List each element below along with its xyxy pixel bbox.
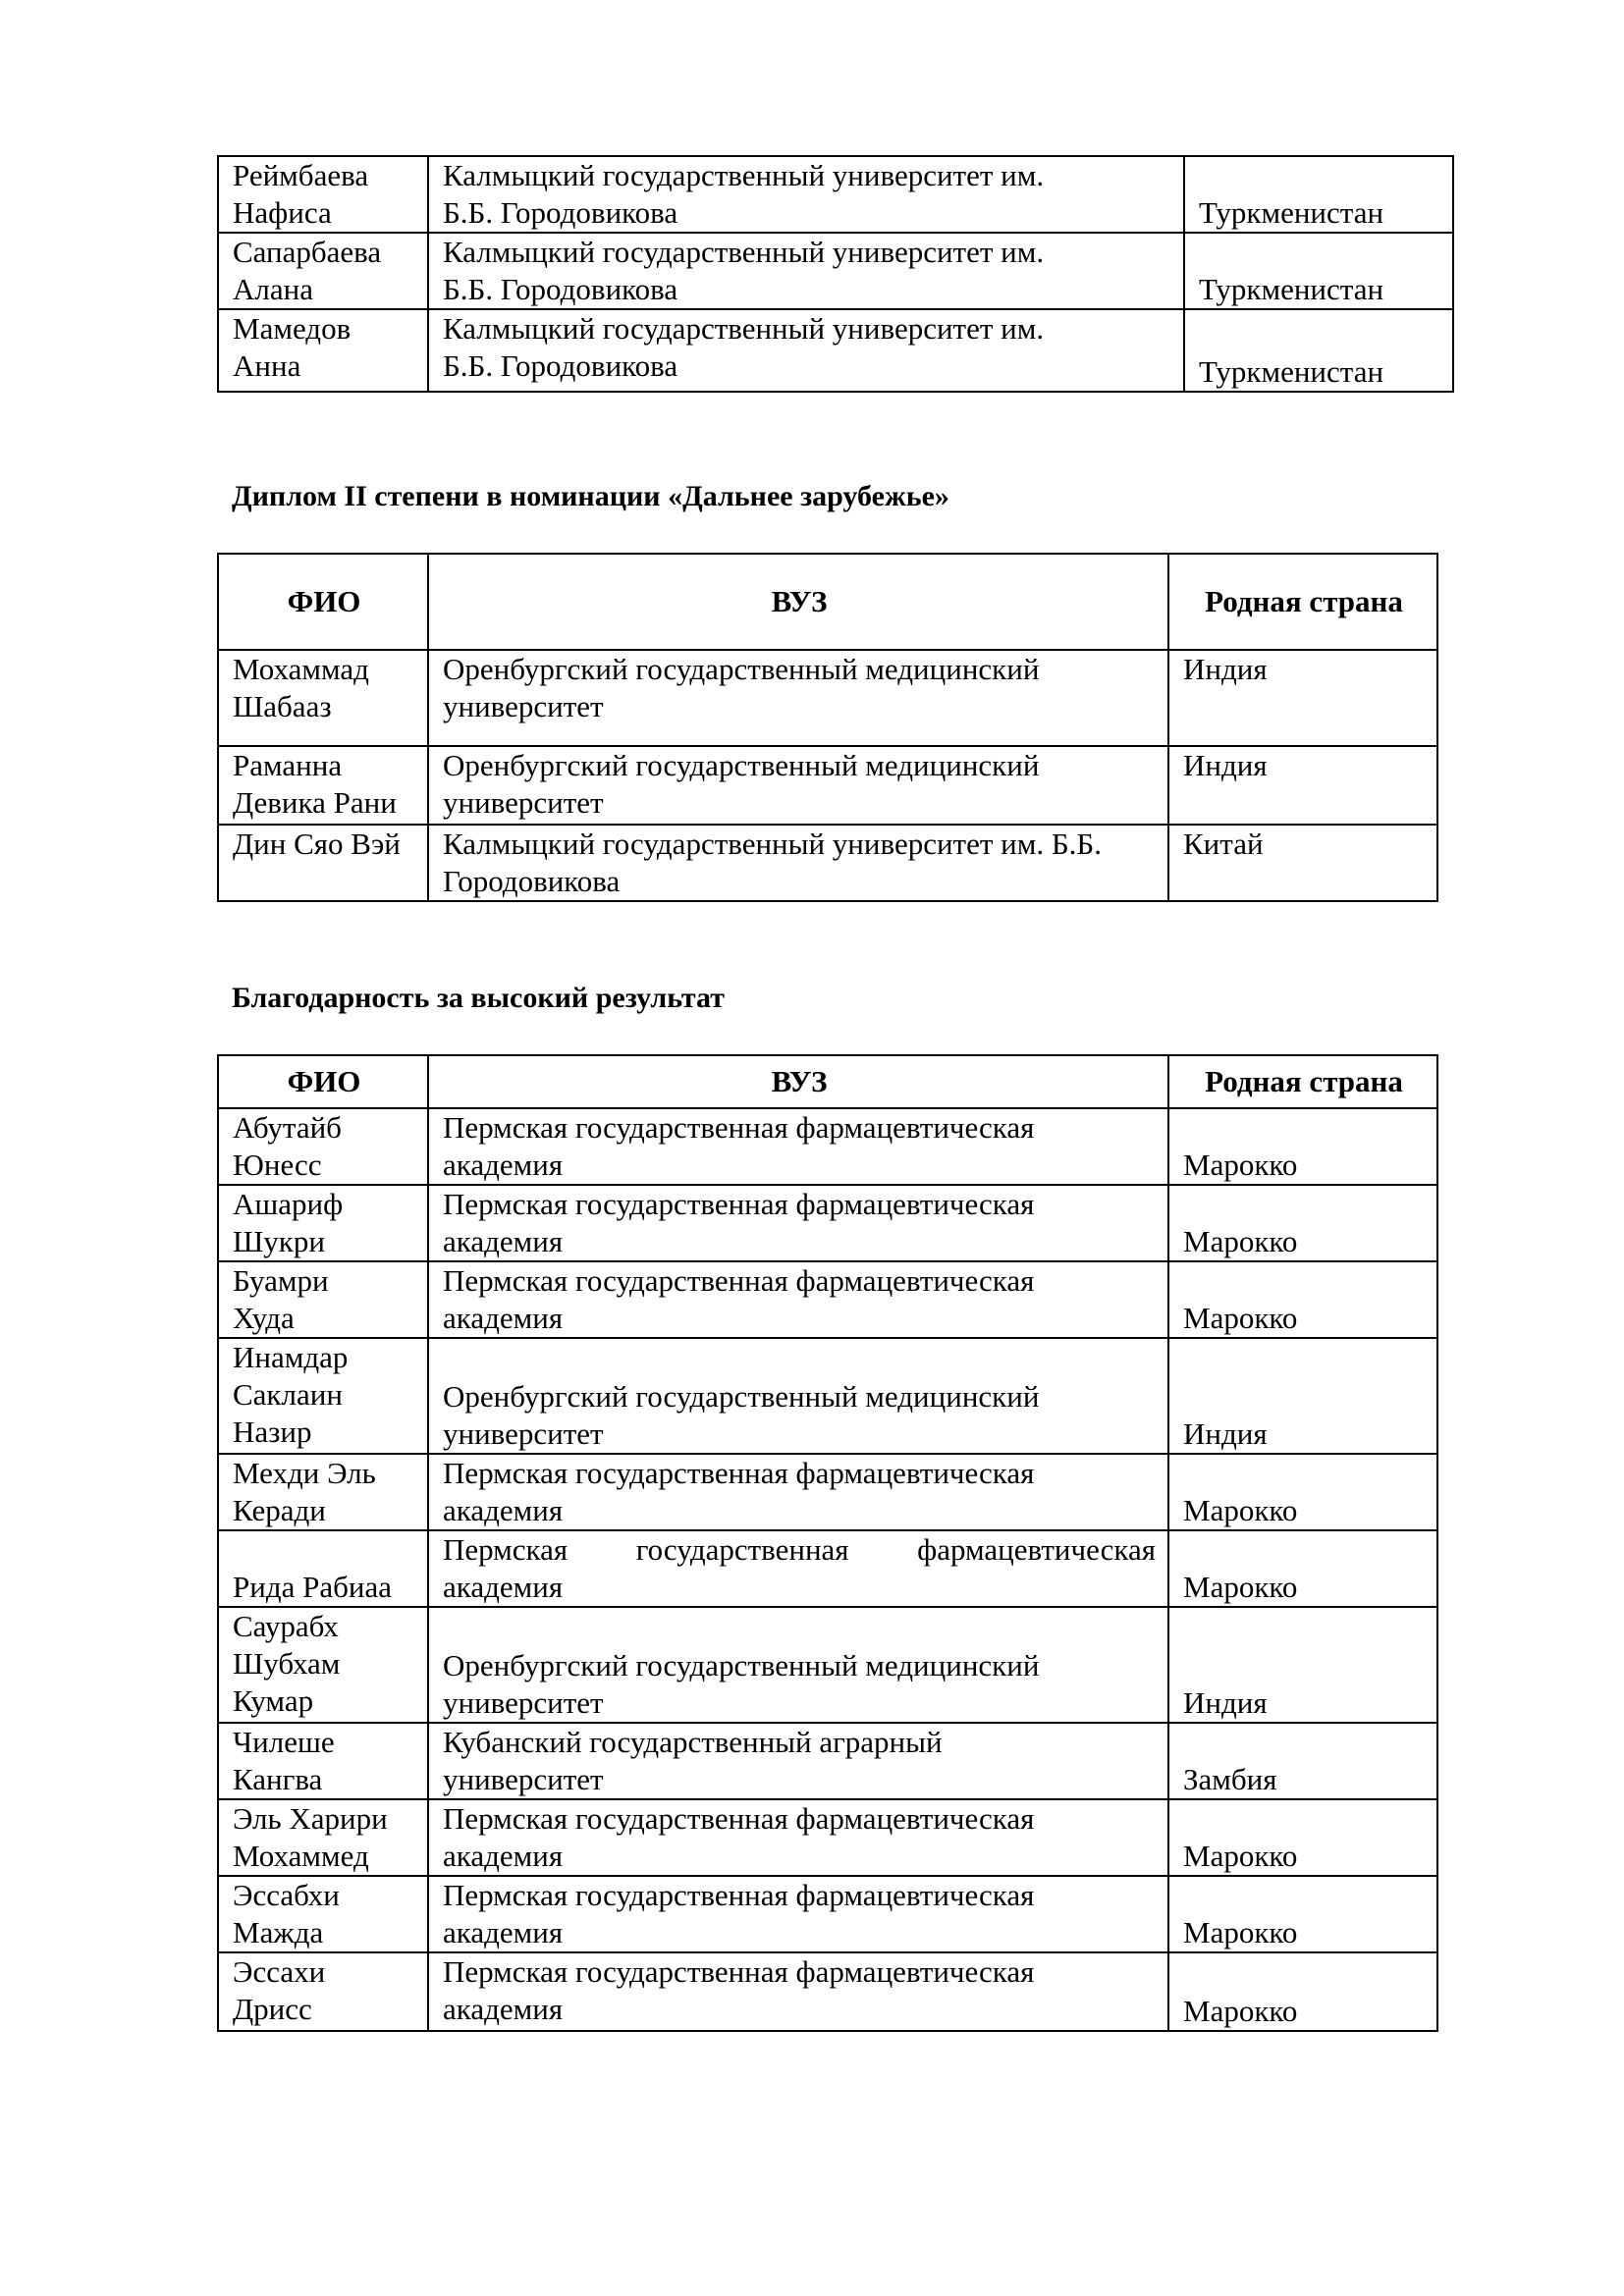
vuz-cell: Пермская государственная фармацевтическая академия [428,1261,1168,1338]
fio-cell: Инамдар Саклаин Назир [218,1338,428,1454]
fio-cell: Дин Сяо Вэй [218,825,428,901]
section2-heading: Диплом II степени в номинации «Дальнее зарубежье» [232,480,949,512]
header-fio: ФИО [218,1055,428,1108]
fio-cell: Чилеше Кангва [218,1723,428,1799]
fio-cell: Сапарбаева Алана [218,233,428,309]
fio-cell: Эссахи Дрисс [218,1952,428,2031]
table-row [218,1723,1437,1799]
country-cell: Туркменистан [1184,233,1453,309]
vuz-cell: Пермская государственная фармацевтическая академия [428,1530,1168,1607]
country-cell: Индия [1168,746,1437,825]
header-fio: ФИО [218,554,428,650]
country-cell: Марокко [1168,1454,1437,1530]
vuz-cell: Пермская государственная фармацевтическая академия [428,1108,1168,1185]
vuz-cell: Пермская государственная фармацевтическая академия [428,1876,1168,1952]
table-row [218,1607,1437,1723]
fio-cell: Реймбаева Нафиса [218,156,428,233]
table-row [218,1530,1437,1607]
table-diploma-2 [217,553,1438,902]
table-header-row [218,1055,1437,1108]
country-cell: Марокко [1168,1185,1437,1261]
vuz-cell: Пермская государственная фармацевтическая академия [428,1185,1168,1261]
country-cell: Туркменистан [1184,156,1453,233]
vuz-cell: Калмыцкий государственный университет им. Б.Б. Городовикова [428,309,1184,392]
country-cell: Китай [1168,825,1437,901]
header-country: Родная страна [1168,554,1437,650]
table-row [218,1876,1437,1952]
country-cell: Марокко [1168,1952,1437,2031]
header-country: Родная страна [1168,1055,1437,1108]
table-row [218,746,1437,825]
table-gratitude [217,1054,1438,2032]
table-row [218,1108,1437,1185]
vuz-cell: Оренбургский государственный медицинский университет [428,1338,1168,1454]
country-cell: Индия [1168,1338,1437,1454]
vuz-cell: Кубанский государственный аграрный университет [428,1723,1168,1799]
vuz-cell: Оренбургский государственный медицинский университет [428,650,1168,746]
fio-cell: Эль Харири Мохаммед [218,1799,428,1876]
country-cell: Туркменистан [1184,309,1453,392]
table-row [218,1261,1437,1338]
country-cell: Индия [1168,650,1437,746]
vuz-cell: Пермская государственная фармацевтическая академия [428,1454,1168,1530]
table-row [218,825,1437,901]
table-header-row [218,554,1437,650]
vuz-cell: Калмыцкий государственный университет им. Б.Б. Городовикова [428,233,1184,309]
country-cell: Марокко [1168,1530,1437,1607]
header-vuz: ВУЗ [428,1055,1168,1108]
table-row [218,1338,1437,1454]
country-cell: Замбия [1168,1723,1437,1799]
table-continuation [217,155,1454,393]
vuz-cell: Оренбургский государственный медицинский университет [428,1607,1168,1723]
fio-cell: Ашариф Шукри [218,1185,428,1261]
vuz-cell: Пермская государственная фармацевтическая академия [428,1952,1168,2031]
fio-cell: Буамри Худа [218,1261,428,1338]
fio-cell: Раманна Девика Рани [218,746,428,825]
fio-cell: Мохаммад Шабааз [218,650,428,746]
vuz-cell: Оренбургский государственный медицинский университет [428,746,1168,825]
table-row [218,233,1453,309]
country-cell: Индия [1168,1607,1437,1723]
fio-cell: Саурабх Шубхам Кумар [218,1607,428,1723]
fio-cell: Мехди Эль Керади [218,1454,428,1530]
section3-heading: Благодарность за высокий результат [232,982,725,1014]
vuz-cell: Пермская государственная фармацевтическая академия [428,1799,1168,1876]
fio-cell: Мамедов Анна [218,309,428,392]
header-vuz: ВУЗ [428,554,1168,650]
vuz-cell: Калмыцкий государственный университет им. Б.Б. Городовикова [428,156,1184,233]
table-row [218,1799,1437,1876]
country-cell: Марокко [1168,1261,1437,1338]
table-row [218,1454,1437,1530]
table-row [218,650,1437,746]
table-row [218,309,1453,392]
country-cell: Марокко [1168,1799,1437,1876]
fio-cell: Эссабхи Мажда [218,1876,428,1952]
table-row [218,156,1453,233]
fio-cell: Рида Рабиаа [218,1530,428,1607]
fio-cell: Абутайб Юнесс [218,1108,428,1185]
table-row [218,1952,1437,2031]
table-row [218,1185,1437,1261]
country-cell: Марокко [1168,1108,1437,1185]
country-cell: Марокко [1168,1876,1437,1952]
vuz-cell: Калмыцкий государственный университет им. Б.Б. Городовикова [428,825,1168,901]
